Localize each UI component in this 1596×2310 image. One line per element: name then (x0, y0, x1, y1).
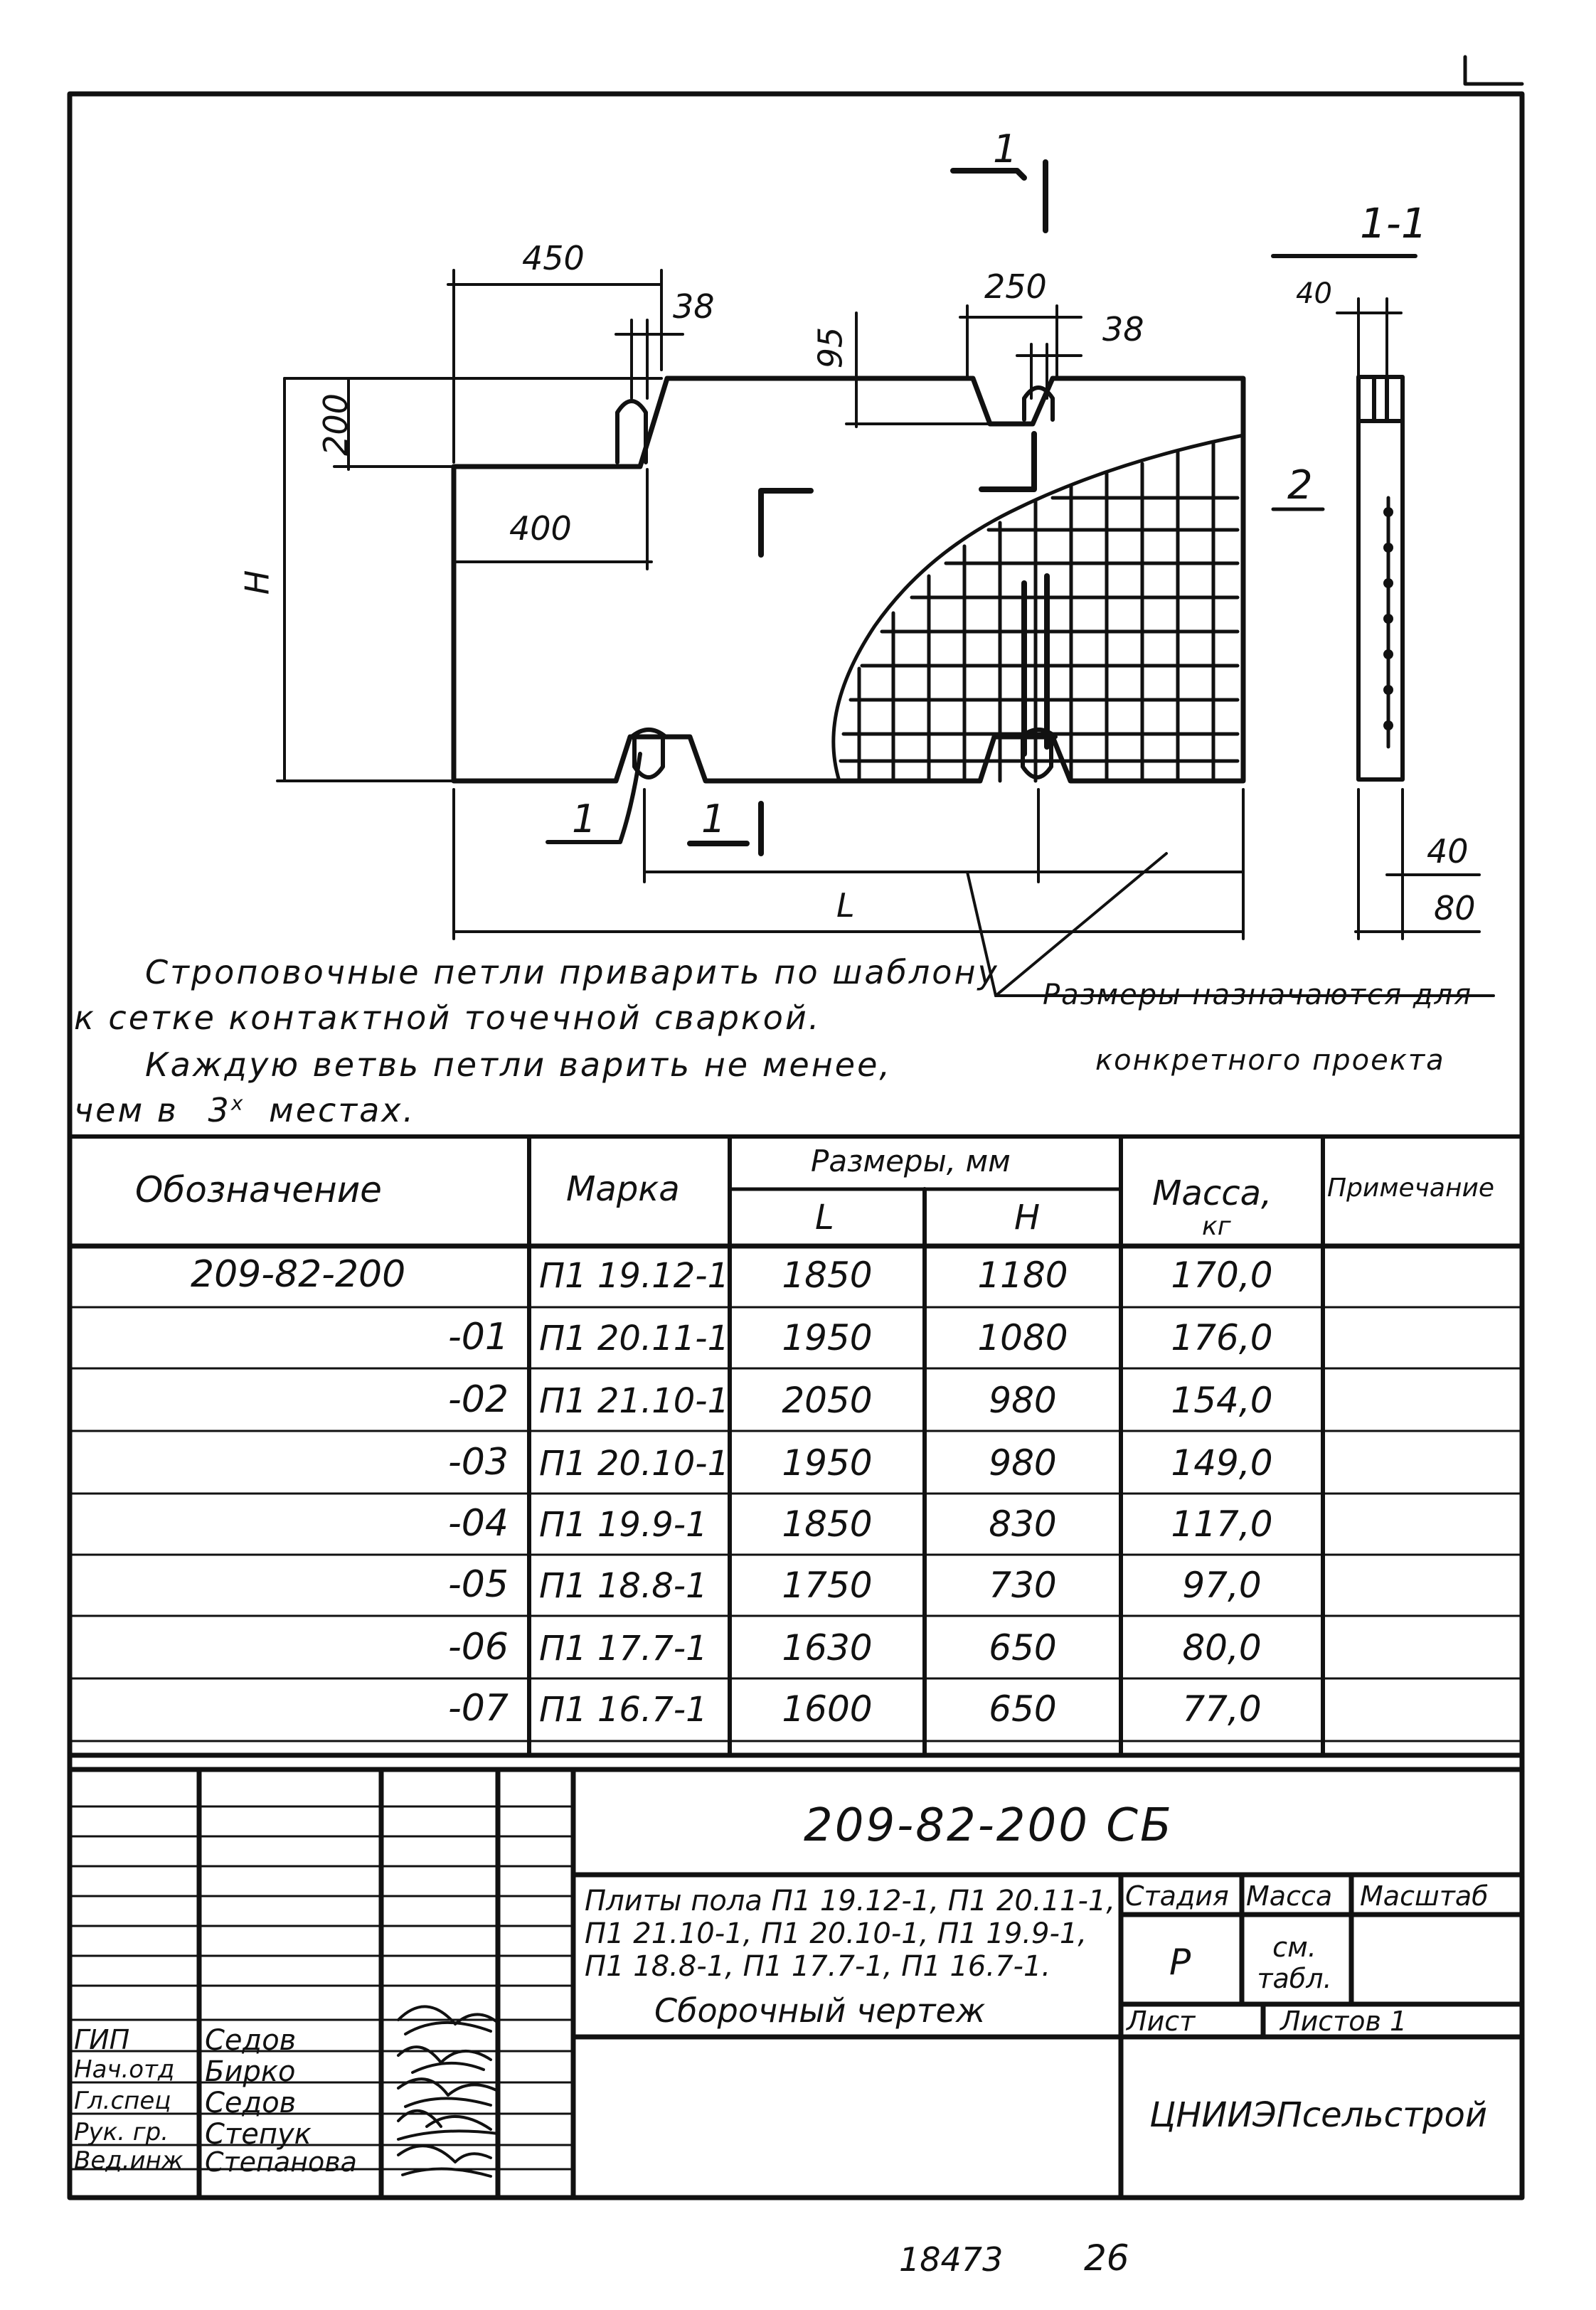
note-line-2: к сетке контактной точечной сваркой. (74, 999, 821, 1037)
staff-role: Рук. гр. (74, 2118, 169, 2146)
dimension-38-right: 38 (1102, 310, 1144, 348)
header-mass-unit: кг (1202, 1212, 1231, 1241)
footer-page: 26 (1084, 2237, 1129, 2279)
staff-role: Нач.отд (74, 2055, 175, 2084)
staff-name: Степанова (205, 2146, 357, 2178)
table-row-mass: 77,0 (1182, 1688, 1262, 1730)
section-cut-top (953, 162, 1046, 230)
table-row-height: 830 (989, 1503, 1057, 1545)
staff-role: Гл.спец (74, 2087, 171, 2115)
dimension-200: 200 (316, 393, 355, 456)
table-row-height: 730 (989, 1565, 1057, 1606)
callout-line-2: конкретного проекта (1095, 1044, 1445, 1077)
title-line-4: Сборочный чертеж (654, 1991, 986, 2030)
table-row-height: 650 (989, 1627, 1057, 1668)
table-row-designation: -02 (448, 1378, 509, 1421)
table-row-length: 1750 (782, 1565, 873, 1606)
table-row-mass: 154,0 (1171, 1380, 1273, 1421)
section-corner-right (981, 434, 1034, 489)
header-height: H (1014, 1198, 1041, 1238)
table-row-mark: П1 16.7-1 (539, 1690, 708, 1730)
table-row-mass: 117,0 (1171, 1503, 1273, 1545)
section-mark-bottom-right: 1 (701, 797, 726, 841)
organization-name: ЦНИИЭПсельстрой (1149, 2095, 1488, 2135)
section-mark-bottom-left: 1 (572, 797, 597, 841)
table-row-mark: П1 20.11-1 (539, 1319, 730, 1358)
table-row-mark: П1 21.10-1 (539, 1381, 730, 1421)
header-designation: Обозначение (135, 1169, 382, 1210)
note-line-4: чем в 3$^x$ местах. (74, 1091, 416, 1129)
table-row-mark: П1 19.9-1 (539, 1505, 708, 1545)
dimension-450: 450 (522, 239, 585, 277)
staff-role: ГИП (74, 2024, 130, 2055)
note-line-4-prefix: чем в (74, 1091, 179, 1129)
section-title: 1-1 (1360, 199, 1427, 247)
sheets-label: Листов 1 (1280, 2006, 1408, 2037)
note-line-3: Каждую ветвь петли варить не менее, (145, 1045, 893, 1084)
header-length: L (815, 1198, 834, 1238)
section-dimension-40-bottom: 40 (1427, 832, 1469, 871)
table-row-height: 1180 (977, 1255, 1068, 1296)
sheet-label: Лист (1127, 2006, 1196, 2037)
stage-label: Стадия (1125, 1880, 1229, 1912)
table-row-designation: -05 (448, 1563, 509, 1606)
note-line-1: Строповочные петли приварить по шаблону (145, 953, 999, 991)
table-row-length: 1850 (782, 1255, 873, 1296)
staff-name: Степук (205, 2118, 312, 2151)
table-row-length: 1950 (782, 1317, 873, 1358)
footer-number: 18473 (899, 2240, 1004, 2279)
staff-name: Бирко (205, 2055, 296, 2088)
note-line-4-suffix: местах. (269, 1091, 416, 1129)
table-row-length: 1850 (782, 1503, 873, 1545)
table-row-height: 650 (989, 1688, 1057, 1730)
header-note: Примечание (1327, 1173, 1495, 1203)
table-row-mass: 176,0 (1171, 1317, 1273, 1358)
plate-outline (454, 378, 1243, 781)
section-mark-top: 1 (993, 127, 1018, 171)
table-row-height: 980 (989, 1380, 1057, 1421)
mass-label: Масса (1246, 1880, 1333, 1912)
table-row-height: 980 (989, 1442, 1057, 1484)
dimension-95: 95 (811, 326, 850, 369)
dimension-250: 250 (984, 267, 1047, 306)
section-corner-left (761, 491, 811, 555)
staff-name: Седов (205, 2087, 297, 2119)
dimension-l: L (836, 886, 855, 925)
staff-role: Вед.инж (74, 2146, 183, 2175)
document-code: 209-82-200 СБ (804, 1799, 1174, 1852)
table-row-mark: П1 18.8-1 (539, 1566, 708, 1606)
section-dimension-40-top: 40 (1296, 277, 1332, 310)
section-view (1358, 377, 1403, 779)
title-line-3: П1 18.8-1, П1 17.7-1, П1 16.7-1. (585, 1950, 1051, 1983)
table-row-length: 1950 (782, 1442, 873, 1484)
table-row-mark: П1 20.10-1 (539, 1444, 730, 1484)
signatures (398, 2006, 498, 2176)
staff-name: Седов (205, 2024, 297, 2057)
table-row-mark: П1 17.7-1 (539, 1629, 708, 1668)
header-sizes: Размеры, мм (811, 1144, 1011, 1178)
table-row-mass: 97,0 (1182, 1565, 1262, 1606)
table-row-designation: -04 (448, 1502, 509, 1545)
table-row-mass: 149,0 (1171, 1442, 1273, 1484)
callout-line-1: Размеры назначаются для (1043, 979, 1473, 1011)
table-row-length: 1630 (782, 1627, 873, 1668)
table-row-mass: 170,0 (1171, 1255, 1273, 1296)
table-row-designation: -06 (448, 1626, 509, 1668)
stage-value: Р (1169, 1942, 1191, 1983)
dimension-38-left: 38 (673, 287, 715, 326)
section-dimension-80: 80 (1434, 889, 1476, 927)
table-row-height: 1080 (977, 1317, 1068, 1358)
table-row-length: 1600 (782, 1688, 873, 1730)
table-row-designation: -03 (448, 1441, 509, 1484)
table-row-designation: -07 (448, 1687, 509, 1730)
header-mark: Марка (566, 1169, 680, 1209)
table-row-mark: П1 19.12-1 (539, 1256, 730, 1296)
dimension-h: H (238, 570, 277, 595)
dimension-400: 400 (509, 509, 572, 548)
note-line-4-count: 3 (208, 1091, 231, 1129)
corner-mark (1465, 57, 1522, 84)
scale-label: Масштаб (1360, 1880, 1489, 1912)
title-line-2: П1 21.10-1, П1 20.10-1, П1 19.9-1, (585, 1917, 1087, 1950)
title-line-1: Плиты пола П1 19.12-1, П1 20.11-1, (585, 1885, 1116, 1917)
table-row-designation: 209-82-200 (191, 1253, 406, 1296)
table-row-mass: 80,0 (1182, 1627, 1262, 1668)
item-number: 2 (1287, 462, 1313, 509)
table-row-designation: -01 (448, 1316, 509, 1358)
table-row-length: 2050 (782, 1380, 873, 1421)
mass-value: см. табл. (1257, 1932, 1332, 1994)
header-mass: Масса, (1152, 1173, 1272, 1213)
